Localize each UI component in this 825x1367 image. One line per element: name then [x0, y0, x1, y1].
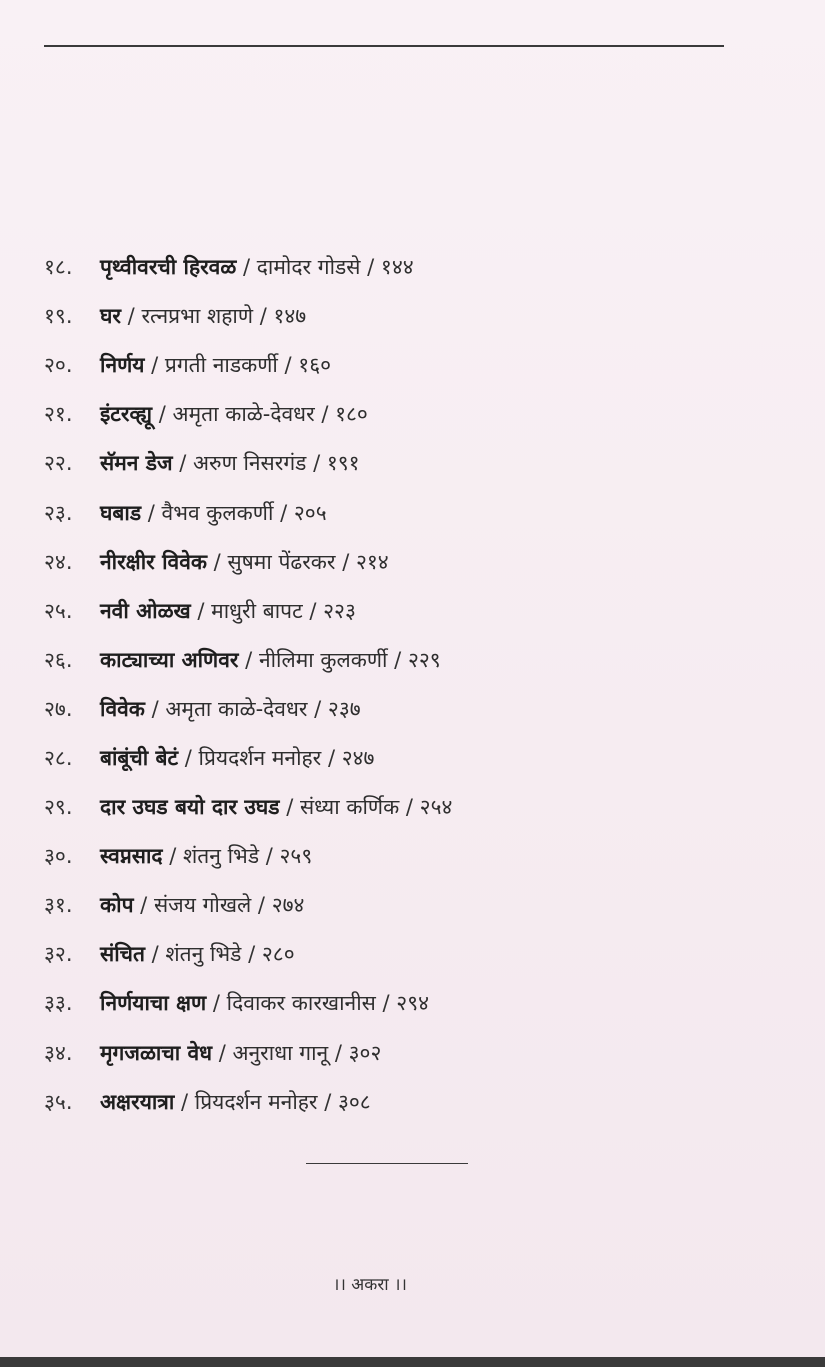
toc-separator: /	[236, 255, 257, 280]
toc-separator: /	[302, 598, 324, 623]
toc-title: विवेक	[100, 696, 145, 721]
toc-entry	[44, 292, 764, 341]
toc-page-number: २५४	[419, 795, 453, 820]
toc-entry	[44, 636, 764, 685]
toc-author: शंतनु भिडे	[183, 844, 260, 869]
toc-number: २४.	[44, 549, 73, 574]
toc-title: पृथ्वीवरची हिरवळ	[100, 255, 237, 280]
toc-entry	[44, 1029, 764, 1078]
toc-number: २५.	[44, 598, 73, 623]
toc-number: ३२.	[44, 942, 73, 967]
toc-author: अमृता काळे-देवधर	[172, 402, 315, 427]
toc-author: रत्नप्रभा शहाणे	[141, 304, 254, 329]
toc-number: २९.	[44, 795, 73, 820]
toc-separator: /	[279, 795, 300, 820]
toc-entry	[44, 1078, 764, 1127]
toc-separator: /	[172, 451, 193, 476]
toc-number: १८.	[44, 255, 73, 280]
toc-entry	[44, 832, 764, 881]
toc-page-number: २९४	[396, 991, 430, 1016]
toc-number: ३०.	[44, 844, 73, 869]
toc-title: निर्णयाचा क्षण	[100, 991, 207, 1016]
toc-separator: /	[259, 844, 280, 869]
toc-separator: /	[314, 402, 336, 427]
toc-separator: /	[212, 1040, 233, 1065]
toc-entry	[44, 930, 764, 979]
toc-author: संध्या कर्णिक	[299, 795, 400, 820]
toc-number: १९.	[44, 304, 73, 329]
toc-separator: /	[273, 500, 294, 525]
toc-separator: /	[306, 451, 327, 476]
toc-author: दामोदर गोडसे	[256, 255, 361, 280]
toc-author: अमृता काळे-देवधर	[165, 696, 308, 721]
toc-author: सुषमा पेंढरकर	[227, 549, 336, 574]
toc-entry	[44, 783, 764, 832]
toc-title: संचित	[100, 942, 145, 967]
toc-separator: /	[307, 696, 328, 721]
toc-page-number: २८०	[261, 942, 295, 967]
toc-author: अनुराधा गानू	[232, 1040, 329, 1065]
toc-number: २१.	[44, 402, 73, 427]
toc-number: ३५.	[44, 1089, 73, 1114]
toc-number: ३१.	[44, 893, 73, 918]
toc-page-number: ३०८	[337, 1089, 371, 1114]
toc-author: अरुण निसरगंड	[192, 451, 307, 476]
toc-separator: /	[317, 1089, 338, 1114]
toc-author: वैभव कुलकर्णी	[161, 500, 274, 525]
toc-separator: /	[133, 893, 154, 918]
toc-separator: /	[321, 745, 342, 770]
toc-number: २०.	[44, 353, 73, 378]
toc-page-number: २७४	[271, 893, 305, 918]
bottom-divider	[306, 1163, 468, 1164]
toc-title: बांबूंची बेटं	[100, 745, 179, 770]
toc-number: २६.	[44, 647, 73, 672]
toc-number: ३४.	[44, 1040, 73, 1065]
toc-separator: /	[178, 745, 199, 770]
toc-entry	[44, 734, 764, 783]
toc-title: नवी ओळख	[100, 598, 191, 623]
toc-title: अक्षरयात्रा	[100, 1089, 175, 1114]
toc-separator: /	[141, 500, 162, 525]
table-of-contents	[44, 243, 764, 1127]
toc-title: इंटरव्ह्यू	[100, 402, 153, 427]
toc-page-number: २५९	[279, 844, 313, 869]
toc-author: संजय गोखले	[153, 893, 252, 918]
toc-entry	[44, 587, 764, 636]
toc-entry	[44, 979, 764, 1028]
toc-page-number: ३०२	[348, 1040, 382, 1065]
toc-author: माधुरी बापट	[211, 598, 303, 623]
toc-entry	[44, 488, 764, 537]
toc-number: २८.	[44, 745, 73, 770]
toc-author: शंतनु भिडे	[165, 942, 242, 967]
toc-author: प्रियदर्शन मनोहर	[198, 745, 322, 770]
toc-title: स्वप्नसाद	[100, 844, 163, 869]
toc-title: घबाड	[100, 500, 142, 525]
toc-separator: /	[152, 402, 173, 427]
toc-page-number: २१४	[355, 549, 389, 574]
toc-title: सॅमन डेज	[100, 451, 173, 476]
toc-title: काट्याच्या अणिवर	[100, 647, 239, 672]
toc-separator: /	[335, 549, 356, 574]
toc-separator: /	[207, 549, 228, 574]
toc-number: २३.	[44, 500, 73, 525]
toc-separator: /	[375, 991, 397, 1016]
toc-page-number: २४७	[341, 745, 375, 770]
toc-title: निर्णय	[100, 353, 145, 378]
toc-number: ३३.	[44, 991, 73, 1016]
toc-page-number: १६०	[298, 353, 332, 378]
toc-entry	[44, 881, 764, 930]
toc-separator: /	[399, 795, 420, 820]
toc-author: नीलिमा कुलकर्णी	[258, 647, 388, 672]
toc-page-number: १४४	[380, 255, 414, 280]
toc-author: दिवाकर कारखानीस	[226, 991, 376, 1016]
toc-title: दार उघड बयो दार उघड	[100, 795, 280, 820]
toc-title: घर	[100, 304, 121, 329]
toc-separator: /	[241, 942, 262, 967]
toc-separator: /	[328, 1040, 349, 1065]
toc-separator: /	[144, 696, 166, 721]
toc-entry	[44, 685, 764, 734]
toc-separator: /	[144, 353, 165, 378]
toc-separator: /	[238, 647, 259, 672]
toc-page-number: २३७	[327, 696, 361, 721]
toc-entry	[44, 538, 764, 587]
top-divider	[44, 45, 724, 47]
toc-author: प्रगती नाडकर्णी	[164, 353, 278, 378]
toc-separator: /	[253, 304, 274, 329]
toc-entry	[44, 439, 764, 488]
toc-entry	[44, 341, 764, 390]
toc-page-number: २२३	[323, 598, 356, 623]
toc-separator: /	[251, 893, 272, 918]
toc-page-number: १४७	[273, 304, 307, 329]
toc-title: कोप	[100, 893, 134, 918]
toc-author: प्रियदर्शन मनोहर	[194, 1089, 318, 1114]
toc-separator: /	[277, 353, 299, 378]
toc-title: नीरक्षीर विवेक	[100, 549, 207, 574]
toc-separator: /	[144, 942, 166, 967]
toc-page-number: १८०	[335, 402, 368, 427]
toc-separator: /	[360, 255, 381, 280]
bottom-edge	[0, 1357, 825, 1367]
toc-separator: /	[162, 844, 184, 869]
toc-title: मृगजळाचा वेध	[100, 1040, 213, 1065]
page-folio: ।। अकरा ।।	[333, 1275, 407, 1295]
toc-separator: /	[190, 598, 212, 623]
toc-separator: /	[206, 991, 227, 1016]
toc-entry	[44, 390, 764, 439]
toc-separator: /	[174, 1089, 195, 1114]
toc-entry	[44, 243, 764, 292]
toc-number: २७.	[44, 696, 73, 721]
toc-number: २२.	[44, 451, 73, 476]
toc-page-number: २०५	[293, 500, 327, 525]
toc-separator: /	[387, 647, 408, 672]
toc-page-number: २२९	[407, 647, 441, 672]
toc-separator: /	[121, 304, 142, 329]
toc-page-number: १९१	[326, 451, 360, 476]
